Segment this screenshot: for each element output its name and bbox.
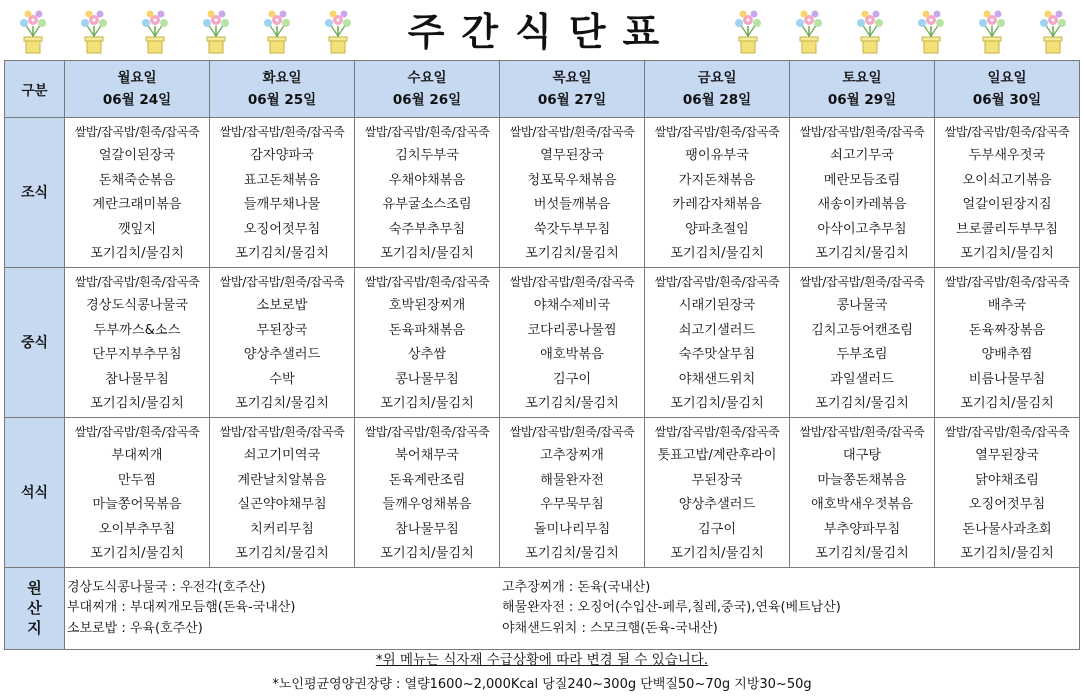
menu-item: 수박 [269, 371, 295, 387]
menu-item: 쌀밥/잡곡밥/흰죽/잡곡죽 [74, 125, 200, 139]
menu-cell [65, 267, 210, 417]
menu-cell [500, 417, 645, 567]
origin-label-char: 원 [27, 579, 42, 598]
origin-entry: 부대찌개 : 부대찌개모듬햄(돈육-국내산) [67, 600, 296, 616]
menu-item: 쌀밥/잡곡밥/흰죽/잡곡죽 [219, 424, 345, 439]
menu-item: 쇠고기미역국 [243, 447, 321, 463]
menu-item: 포기김치/물김치 [670, 246, 764, 262]
origin-entry: 소보로밥 : 우육(호주산) [67, 620, 203, 636]
menu-cell [210, 118, 355, 268]
menu-item: 소보로밥 [256, 297, 308, 313]
day-name: 화요일 [262, 70, 302, 86]
day-name: 일요일 [987, 70, 1027, 86]
menu-item: 숙주맛살무침 [678, 347, 756, 363]
menu-item: 우무묵무침 [540, 497, 604, 513]
flower-pot-icon [258, 6, 296, 54]
menu-item: 쌀밥/잡곡밥/흰죽/잡곡죽 [799, 125, 925, 139]
menu-item: 대구탕 [842, 447, 882, 463]
menu-item: 열무된장국 [975, 447, 1039, 463]
menu-item: 포기김치/물김치 [235, 546, 329, 562]
meal-row [5, 417, 1080, 567]
menu-cell [790, 118, 935, 268]
meal-label: 중식 [5, 267, 65, 417]
menu-item: 쌀밥/잡곡밥/흰죽/잡곡죽 [654, 125, 780, 139]
menu-item: 아삭이고추무침 [817, 221, 907, 237]
origin-column-right [502, 578, 841, 640]
menu-item: 유부굴소스조림 [382, 197, 472, 213]
flower-pot-icon [75, 6, 113, 54]
menu-item: 참나물무침 [395, 521, 459, 537]
menu-item: 실곤약야채무침 [237, 497, 327, 513]
day-date: 06월 27일 [537, 92, 607, 108]
menu-item: 포기김치/물김치 [960, 546, 1054, 562]
menu-item: 김치두부국 [395, 148, 459, 163]
menu-item: 포기김치/물김치 [815, 546, 909, 562]
origin-entry: 해물완자전 : 오징어(수입산-페루,칠레,중국),연육(베트남산) [502, 600, 841, 616]
menu-item: 표고돈채볶음 [243, 172, 321, 188]
menu-item: 만두찜 [117, 472, 157, 488]
flower-pot-icon [14, 6, 52, 54]
menu-item: 청포묵우채볶음 [527, 172, 617, 188]
menu-item: 양배추찜 [981, 347, 1033, 363]
origin-label [5, 567, 65, 649]
meal-row [5, 118, 1080, 268]
flower-pot-icon [790, 6, 828, 54]
day-header [645, 61, 790, 118]
menu-item: 포기김치/물김치 [235, 396, 329, 412]
menu-item: 쇠고기무국 [830, 148, 894, 163]
origin-entry: 고추장찌개 : 돈육(국내산) [502, 579, 651, 595]
change-notice: *위 메뉴는 식자재 수급상황에 따라 변경 될 수 있습니다. [375, 652, 709, 668]
menu-cell [355, 417, 500, 567]
menu-cell [935, 118, 1080, 268]
menu-item: 포기김치/물김치 [815, 246, 909, 262]
menu-item: 경상도식콩나물국 [86, 297, 188, 313]
weekly-menu-table [4, 60, 1080, 650]
flower-pot-icon [912, 6, 950, 54]
menu-item: 열무된장국 [540, 148, 604, 163]
menu-item: 쌀밥/잡곡밥/흰죽/잡곡죽 [74, 424, 200, 439]
page-header [0, 0, 1084, 60]
menu-cell [65, 118, 210, 268]
origin-label-char: 산 [27, 599, 42, 618]
origin-entry: 경상도식콩나물국 : 우전각(호주산) [67, 579, 266, 595]
flower-pot-icon [1034, 6, 1072, 54]
menu-item: 단무지부추무침 [92, 347, 182, 363]
menu-item: 상추쌈 [407, 347, 447, 363]
menu-item: 포기김치/물김치 [90, 546, 184, 562]
menu-item: 돌미나리무침 [533, 521, 611, 537]
menu-item: 닭야채조림 [975, 472, 1039, 488]
menu-item: 양상추샐러드 [678, 497, 756, 513]
menu-item: 포기김치/물김치 [380, 396, 474, 412]
meal-label: 석식 [5, 417, 65, 567]
menu-item: 감자양파국 [250, 148, 314, 163]
menu-cell [355, 118, 500, 268]
menu-item: 콩나물국 [836, 297, 888, 313]
menu-item: 야채샌드위치 [678, 371, 756, 387]
menu-item: 치커리무침 [250, 521, 314, 537]
menu-item: 포기김치/물김치 [815, 396, 909, 412]
menu-item: 포기김치/물김치 [525, 396, 619, 412]
day-header [355, 61, 500, 118]
menu-cell [645, 267, 790, 417]
menu-item: 돈채죽순볶음 [98, 172, 176, 188]
nutrition-guideline: *노인평균영양권장량 : 열량1600~2,000Kcal 당질240~300g 단백질50~70g 지방30~50g [272, 677, 812, 692]
menu-item: 브로콜리두부무침 [956, 221, 1058, 237]
menu-item: 쌀밥/잡곡밥/흰죽/잡곡죽 [654, 274, 780, 289]
menu-item: 우채야채볶음 [388, 172, 466, 188]
menu-cell [790, 267, 935, 417]
flower-decoration-left [14, 6, 357, 54]
menu-cell [790, 417, 935, 567]
day-date: 06월 28일 [682, 92, 752, 108]
menu-cell [65, 417, 210, 567]
menu-item: 쌀밥/잡곡밥/흰죽/잡곡죽 [219, 125, 345, 139]
flower-pot-icon [973, 6, 1011, 54]
menu-cell [935, 417, 1080, 567]
menu-cell [645, 118, 790, 268]
menu-item: 버섯들깨볶음 [533, 197, 611, 213]
menu-cell [935, 267, 1080, 417]
menu-cell [645, 417, 790, 567]
menu-item: 포기김치/물김치 [380, 546, 474, 562]
menu-item: 포기김치/물김치 [960, 396, 1054, 412]
page-title: 주간식단표 [407, 10, 677, 54]
flower-pot-icon [136, 6, 174, 54]
menu-item: 돈나물사과초회 [962, 521, 1052, 537]
menu-item: 마늘쫑어묵볶음 [92, 497, 182, 513]
menu-item: 김치고등어캔조림 [811, 322, 913, 338]
menu-item: 계란날치알볶음 [237, 472, 327, 488]
menu-item: 깻잎지 [117, 221, 157, 237]
menu-item: 포기김치/물김치 [960, 246, 1054, 262]
flower-pot-icon [729, 6, 767, 54]
menu-item: 쌀밥/잡곡밥/흰죽/잡곡죽 [364, 125, 490, 139]
menu-item: 새송이카레볶음 [817, 197, 907, 213]
menu-item: 오징어젓무침 [243, 221, 321, 237]
day-date: 06월 25일 [247, 92, 317, 108]
day-header [790, 61, 935, 118]
origin-entry: 야채샌드위치 : 스모크햄(돈육-국내산) [502, 620, 718, 636]
menu-item: 부추양파무침 [823, 521, 901, 537]
menu-item: 메란모듬조림 [823, 172, 901, 188]
menu-cell [355, 267, 500, 417]
menu-item: 무된장국 [256, 322, 308, 338]
day-date: 06월 26일 [392, 92, 462, 108]
menu-item: 쌀밥/잡곡밥/흰죽/잡곡죽 [74, 274, 200, 289]
menu-item: 얼갈이된장지짐 [962, 197, 1052, 213]
menu-item: 콩나물무침 [395, 371, 459, 387]
menu-item: 비름나물무침 [968, 371, 1046, 387]
menu-item: 카레감자채볶음 [672, 197, 762, 213]
menu-item: 두부조림 [836, 347, 888, 363]
day-header [500, 61, 645, 118]
day-header [210, 61, 355, 118]
flower-pot-icon [319, 6, 357, 54]
menu-item: 포기김치/물김치 [90, 396, 184, 412]
menu-item: 애호박새우젓볶음 [811, 497, 913, 513]
menu-item: 가지돈채볶음 [678, 172, 756, 188]
menu-item: 돈육계란조림 [388, 472, 466, 488]
menu-item: 쌀밥/잡곡밥/흰죽/잡곡죽 [654, 424, 780, 439]
menu-item: 두부새우젓국 [968, 148, 1046, 163]
menu-item: 계란크래미볶음 [92, 197, 182, 213]
menu-item: 쌀밥/잡곡밥/흰죽/잡곡죽 [944, 125, 1070, 139]
menu-item: 오이부추무침 [98, 521, 176, 537]
menu-item: 애호박볶음 [540, 347, 604, 363]
origin-column-left [67, 578, 295, 640]
menu-item: 쌀밥/잡곡밥/흰죽/잡곡죽 [799, 424, 925, 439]
menu-item: 야채수제비국 [533, 297, 611, 313]
menu-item: 쌀밥/잡곡밥/흰죽/잡곡죽 [944, 424, 1070, 439]
menu-item: 쌀밥/잡곡밥/흰죽/잡곡죽 [364, 424, 490, 439]
menu-item: 호박된장찌개 [388, 297, 466, 313]
menu-item: 해물완자전 [540, 472, 604, 488]
menu-item: 포기김치/물김치 [525, 246, 619, 262]
origin-info [65, 567, 1080, 649]
day-name: 목요일 [552, 70, 592, 86]
menu-item: 마늘쫑돈채볶음 [817, 472, 907, 488]
day-date: 06월 29일 [827, 92, 897, 108]
menu-item: 쌀밥/잡곡밥/흰죽/잡곡죽 [799, 274, 925, 289]
menu-item: 두부까스&소스 [93, 322, 181, 338]
menu-item: 코다리콩나물찜 [527, 322, 617, 338]
menu-cell [210, 267, 355, 417]
menu-item: 쇠고기샐러드 [678, 322, 756, 338]
menu-item: 돈육파채볶음 [388, 322, 466, 338]
menu-item: 팽이유부국 [685, 148, 749, 163]
menu-item: 포기김치/물김치 [380, 246, 474, 262]
day-header [65, 61, 210, 118]
menu-item: 무된장국 [691, 472, 743, 488]
menu-item: 고추장찌개 [540, 447, 604, 463]
menu-item: 김구이 [697, 521, 737, 537]
menu-item: 숙주부추무침 [388, 221, 466, 237]
menu-item: 들깨우엉채볶음 [382, 497, 472, 513]
header-label: 구분 [5, 61, 65, 118]
menu-item: 북어채무국 [395, 447, 459, 463]
origin-row [5, 567, 1080, 649]
menu-item: 포기김치/물김치 [90, 246, 184, 262]
meal-label: 조식 [5, 118, 65, 268]
menu-item: 쌀밥/잡곡밥/흰죽/잡곡죽 [219, 274, 345, 289]
day-date: 06월 24일 [102, 92, 172, 108]
menu-item: 오징어젓무침 [968, 497, 1046, 513]
day-name: 월요일 [117, 70, 157, 86]
menu-item: 부대찌개 [111, 447, 163, 463]
flower-pot-icon [851, 6, 889, 54]
day-date: 06월 30일 [972, 92, 1042, 108]
menu-item: 쌀밥/잡곡밥/흰죽/잡곡죽 [364, 274, 490, 289]
menu-item: 들깨무채나물 [243, 197, 321, 213]
menu-item: 포기김치/물김치 [670, 546, 764, 562]
menu-item: 시래기된장국 [678, 297, 756, 313]
menu-item: 과일샐러드 [830, 371, 894, 387]
menu-item: 양파초절임 [685, 221, 749, 237]
menu-item: 포기김치/물김치 [670, 396, 764, 412]
menu-item: 쌀밥/잡곡밥/흰죽/잡곡죽 [509, 125, 635, 139]
day-name: 토요일 [842, 70, 882, 86]
day-name: 수요일 [407, 70, 447, 86]
day-name: 금요일 [697, 70, 737, 86]
menu-item: 김구이 [552, 371, 592, 387]
menu-item: 얼갈이된장국 [98, 148, 176, 163]
menu-item: 포기김치/물김치 [235, 246, 329, 262]
menu-item: 양상추샐러드 [243, 347, 321, 363]
menu-cell [500, 118, 645, 268]
meal-row [5, 267, 1080, 417]
menu-item: 오이쇠고기볶음 [962, 172, 1052, 188]
menu-item: 쌀밥/잡곡밥/흰죽/잡곡죽 [944, 274, 1070, 289]
menu-item: 돈육짜장볶음 [968, 322, 1046, 338]
menu-cell [500, 267, 645, 417]
flower-pot-icon [197, 6, 235, 54]
menu-item: 쑥갓두부무침 [533, 221, 611, 237]
menu-item: 배추국 [987, 297, 1027, 313]
day-header [935, 61, 1080, 118]
menu-item: 포기김치/물김치 [525, 546, 619, 562]
flower-decoration-right [729, 6, 1072, 54]
menu-cell [210, 417, 355, 567]
origin-label-char: 지 [27, 619, 42, 638]
menu-item: 참나물무침 [105, 371, 169, 387]
menu-item: 톳표고밥/계란후라이 [657, 447, 777, 463]
menu-item: 쌀밥/잡곡밥/흰죽/잡곡죽 [509, 424, 635, 439]
menu-item: 쌀밥/잡곡밥/흰죽/잡곡죽 [509, 274, 635, 289]
